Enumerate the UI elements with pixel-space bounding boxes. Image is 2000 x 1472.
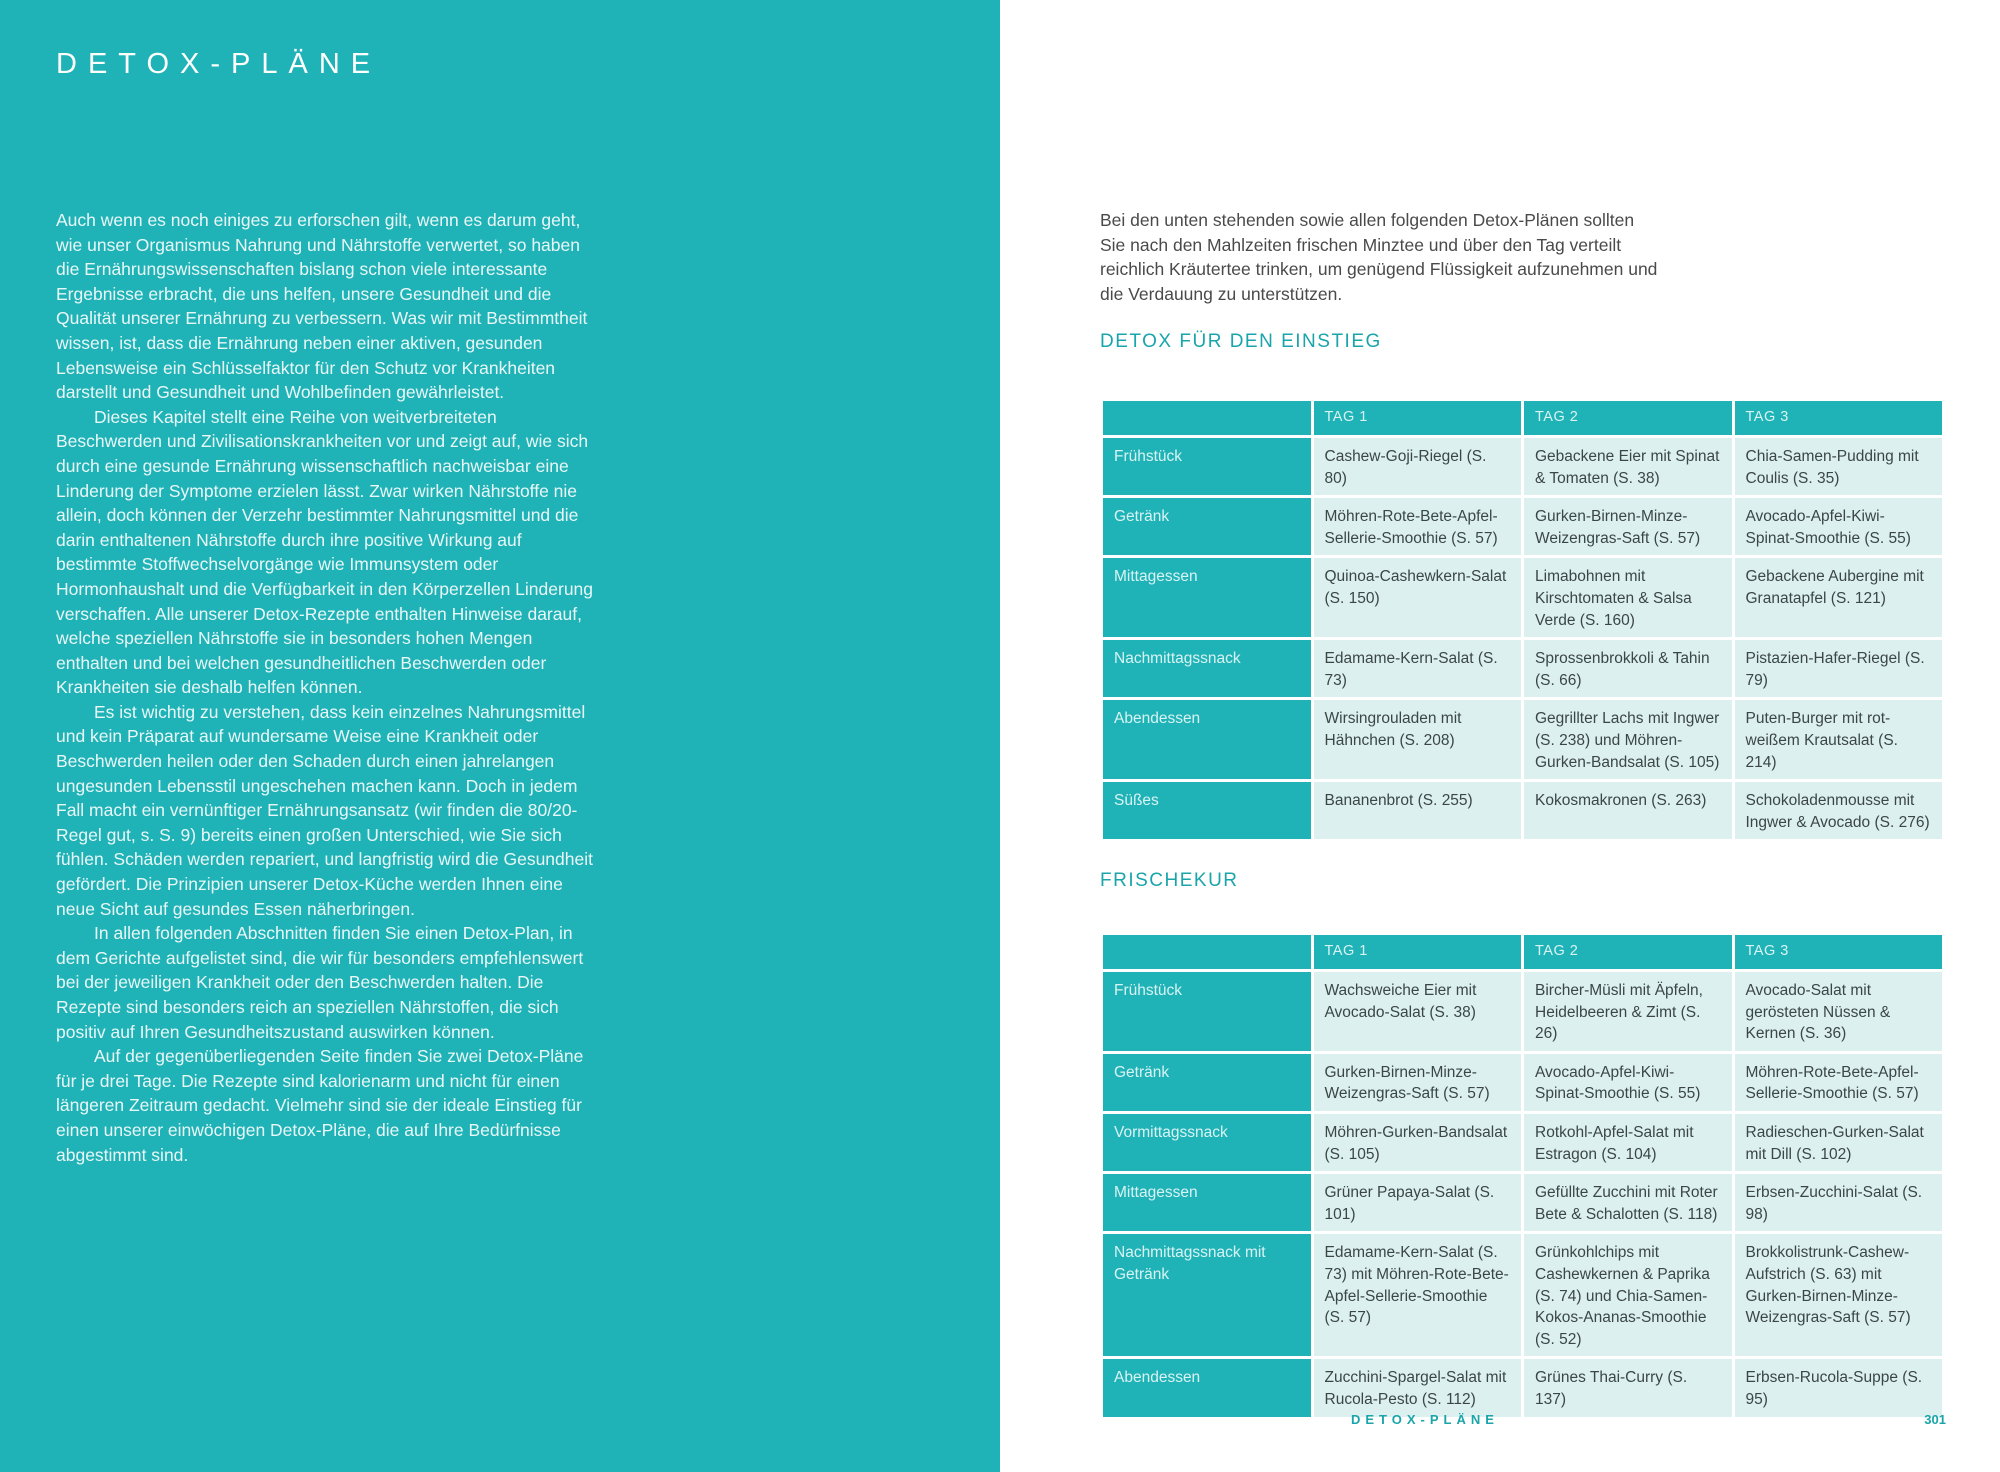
meal-cell: Sprossenbrokkoli & Tahin (S. 66)	[1524, 640, 1732, 697]
table-row	[1103, 1114, 1942, 1171]
header-empty-cell	[1103, 401, 1311, 435]
meal-cell: Erbsen-Rucola-Suppe (S. 95)	[1735, 1359, 1943, 1416]
meal-label: Nachmittagssnack mit Getränk	[1103, 1234, 1311, 1356]
table-header-row	[1103, 401, 1942, 435]
meal-label: Abendessen	[1103, 1359, 1311, 1416]
intro-paragraph: Dieses Kapitel stellt eine Reihe von weitverbreiteten Beschwerden und Zivilisationskrankheiten vor und zeigt auf, wie sich durch eine gesunde Ernährung wissenschaftlich nachweisbar eine Linderung der Symptome erzielen lässt. Zwar wirken Nährstoffe nie allein, doch können der Verzehr bestimmter Nahrungsmittel und die darin enthaltenen Nährstoffe durch ihre positive Wirkung auf bestimmte Stoffwechselvorgänge wie Immunsystem oder Hormonhaushalt und die Verfügbarkeit in den Körperzellen Linderung verschaffen. Alle unserer Detox-Rezepte enthalten Hinweise darauf, welche speziellen Nährstoffe sie in besonders hohen Mengen enthalten und bei welchen gesundheitlichen Beschwerden oder Krankheiten sie deshalb helfen können.	[56, 406, 594, 698]
day-header: TAG 2	[1524, 935, 1732, 969]
meal-cell: Zucchini-Spargel-Salat mit Rucola-Pesto (S. 112)	[1314, 1359, 1522, 1416]
table-row	[1103, 1234, 1942, 1356]
meal-cell: Quinoa-Cashewkern-Salat (S. 150)	[1314, 558, 1522, 637]
meal-cell: Avocado-Salat mit gerösteten Nüssen & Kernen (S. 36)	[1735, 972, 1943, 1051]
meal-label: Frühstück	[1103, 438, 1311, 495]
day-header: TAG 3	[1735, 401, 1943, 435]
meal-label: Süßes	[1103, 782, 1311, 839]
plan-heading-einstieg: DETOX FÜR DEN EINSTIEG	[1100, 331, 1382, 352]
meal-cell: Chia-Samen-Pudding mit Coulis (S. 35)	[1735, 438, 1943, 495]
meal-cell: Gurken-Birnen-Minze-Weizengras-Saft (S. 57)	[1524, 498, 1732, 555]
meal-label: Frühstück	[1103, 972, 1311, 1051]
meal-cell: Gurken-Birnen-Minze-Weizengras-Saft (S. 57)	[1314, 1054, 1522, 1111]
meal-cell: Brokkolistrunk-Cashew-Aufstrich (S. 63) mit Gurken-Birnen-Minze-Weizengras-Saft (S. 57)	[1735, 1234, 1943, 1356]
meal-cell: Schokoladenmousse mit Ingwer & Avocado (S. 276)	[1735, 782, 1943, 839]
meal-cell: Kokosmakronen (S. 263)	[1524, 782, 1732, 839]
intro-paragraph: Auf der gegenüberliegenden Seite finden Sie zwei Detox-Pläne für je drei Tage. Die Rezepte sind kalorienarm und nicht für einen längeren Zeitraum gedacht. Vielmehr sind sie der ideale Einstieg für einen unserer einwöchigen Detox-Pläne, die auf Ihre Bedürfnisse abgestimmt sind.	[56, 1046, 584, 1165]
meal-cell: Grünkohlchips mit Cashewkernen & Paprika (S. 74) und Chia-Samen-Kokos-Ananas-Smoothie (S. 52)	[1524, 1234, 1732, 1356]
meal-cell: Avocado-Apfel-Kiwi-Spinat-Smoothie (S. 55)	[1524, 1054, 1732, 1111]
table-row	[1103, 1174, 1942, 1231]
day-header: TAG 3	[1735, 935, 1943, 969]
table-row	[1103, 700, 1942, 779]
meal-cell: Pistazien-Hafer-Riegel (S. 79)	[1735, 640, 1943, 697]
meal-cell: Gebackene Aubergine mit Granatapfel (S. 121)	[1735, 558, 1943, 637]
meal-cell: Edamame-Kern-Salat (S. 73)	[1314, 640, 1522, 697]
meal-cell: Bircher-Müsli mit Äpfeln, Heidelbeeren & Zimt (S. 26)	[1524, 972, 1732, 1051]
meal-cell: Limabohnen mit Kirschtomaten & Salsa Verde (S. 160)	[1524, 558, 1732, 637]
meal-label: Mittagessen	[1103, 558, 1311, 637]
table-row	[1103, 972, 1942, 1051]
header-empty-cell	[1103, 935, 1311, 969]
meal-cell: Puten-Burger mit rot-weißem Krautsalat (S. 214)	[1735, 700, 1943, 779]
meal-label: Getränk	[1103, 1054, 1311, 1111]
meal-label: Vormittagssnack	[1103, 1114, 1311, 1171]
meal-cell: Avocado-Apfel-Kiwi-Spinat-Smoothie (S. 55)	[1735, 498, 1943, 555]
meal-cell: Cashew-Goji-Riegel (S. 80)	[1314, 438, 1522, 495]
table-row	[1103, 558, 1942, 637]
table-row	[1103, 1359, 1942, 1416]
table-row	[1103, 438, 1942, 495]
day-header: TAG 1	[1314, 401, 1522, 435]
meal-label: Abendessen	[1103, 700, 1311, 779]
meal-label: Getränk	[1103, 498, 1311, 555]
table-row	[1103, 498, 1942, 555]
meal-cell: Wirsingrouladen mit Hähnchen (S. 208)	[1314, 700, 1522, 779]
intro-text	[56, 208, 604, 1167]
meal-cell: Rotkohl-Apfel-Salat mit Estragon (S. 104)	[1524, 1114, 1732, 1171]
table-header-row	[1103, 935, 1942, 969]
day-header: TAG 2	[1524, 401, 1732, 435]
lead-text: Bei den unten stehenden sowie allen folgenden Detox-Plänen sollten Sie nach den Mahlzeiten frischen Minztee und über den Tag verteilt reichlich Kräutertee trinken, um genügend Flüssigkeit aufzunehmen und die Verdauung zu unterstützen.	[1100, 210, 1658, 304]
meal-label: Nachmittagssnack	[1103, 640, 1311, 697]
meal-cell: Gefüllte Zucchini mit Roter Bete & Schalotten (S. 118)	[1524, 1174, 1732, 1231]
footer-running-title: DETOX-PLÄNE	[1351, 1412, 1499, 1427]
chapter-title: DETOX-PLÄNE	[56, 48, 382, 80]
intro-paragraph: Es ist wichtig zu verstehen, dass kein einzelnes Nahrungsmittel und kein Präparat auf wundersame Weise eine Krankheit oder Beschwerden heilen oder den Schaden durch einen jahrelangen ungesunden Lebensstil ungeschehen machen kann. Doch in jedem Fall macht ein vernünftiger Ernährungsansatz (wir finden die 80/20-Regel gut, s. S. 9) bereits einen großen Unterschied, wie Sie sich fühlen. Schäden werden repariert, und langfristig wird die Gesundheit gefördert. Die Prinzipien unserer Detox-Küche werden Ihnen eine neue Sicht auf gesundes Essen näherbringen.	[56, 701, 593, 919]
day-header: TAG 1	[1314, 935, 1522, 969]
meal-cell: Möhren-Rote-Bete-Apfel-Sellerie-Smoothie (S. 57)	[1314, 498, 1522, 555]
plan-table-frischekur	[1100, 932, 1945, 1420]
meal-cell: Radieschen-Gurken-Salat mit Dill (S. 102)	[1735, 1114, 1943, 1171]
meal-cell: Bananenbrot (S. 255)	[1314, 782, 1522, 839]
meal-cell: Wachsweiche Eier mit Avocado-Salat (S. 38)	[1314, 972, 1522, 1051]
meal-label: Mittagessen	[1103, 1174, 1311, 1231]
meal-cell: Grüner Papaya-Salat (S. 101)	[1314, 1174, 1522, 1231]
meal-cell: Edamame-Kern-Salat (S. 73) mit Möhren-Rote-Bete-Apfel-Sellerie-Smoothie (S. 57)	[1314, 1234, 1522, 1356]
intro-paragraph: In allen folgenden Abschnitten finden Sie einen Detox-Plan, in dem Gerichte aufgelistet sind, die wir für besonders empfehlenswert bei der jeweiligen Krankheit oder den Beschwerden halten. Die Rezepte sind besonders reich an speziellen Nährstoffen, die sich positiv auf Ihren Gesundheitszustand auswirken können.	[56, 923, 584, 1042]
meal-cell: Möhren-Gurken-Bandsalat (S. 105)	[1314, 1114, 1522, 1171]
plan-heading-frischekur: FRISCHEKUR	[1100, 870, 1239, 891]
table-row	[1103, 1054, 1942, 1111]
page-number: 301	[1924, 1412, 1946, 1427]
meal-cell: Grünes Thai-Curry (S. 137)	[1524, 1359, 1732, 1416]
intro-paragraph: Auch wenn es noch einiges zu erforschen gilt, wenn es darum geht, wie unser Organismus Nahrung und Nährstoffe verwertet, so haben die Ernährungswissenschaften bislang schon viele interessante Ergebnisse erbracht, die uns helfen, unsere Gesundheit und die Qualität unserer Ernährung zu verbessern. Was wir mit Bestimmtheit wissen, ist, dass die Ernährung neben einer aktiven, gesunden Lebensweise ein Schlüsselfaktor für den Schutz vor Krankheiten darstellt und Gesundheit und Wohlbefinden gewährleistet.	[56, 210, 588, 403]
meal-cell: Gebackene Eier mit Spinat & Tomaten (S. 38)	[1524, 438, 1732, 495]
meal-cell: Möhren-Rote-Bete-Apfel-Sellerie-Smoothie (S. 57)	[1735, 1054, 1943, 1111]
meal-cell: Erbsen-Zucchini-Salat (S. 98)	[1735, 1174, 1943, 1231]
table-row	[1103, 640, 1942, 697]
plan-table-einstieg	[1100, 398, 1945, 842]
table-row	[1103, 782, 1942, 839]
meal-cell: Gegrillter Lachs mit Ingwer (S. 238) und Möhren-Gurken-Bandsalat (S. 105)	[1524, 700, 1732, 779]
